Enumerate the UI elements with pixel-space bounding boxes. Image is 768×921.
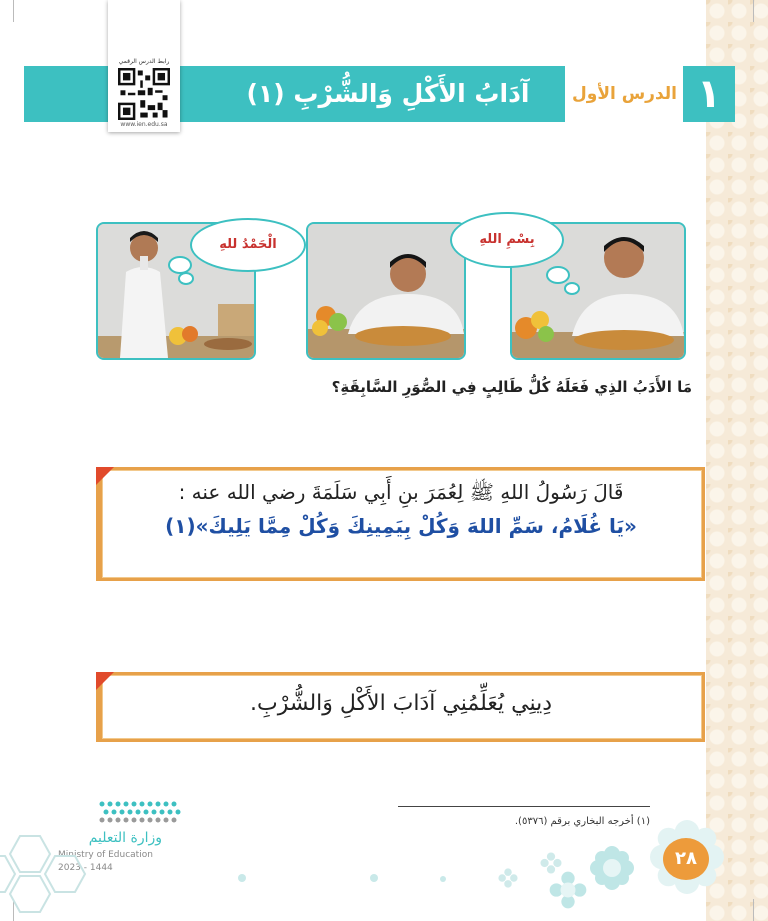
flower-ornament-icon [548, 870, 588, 910]
decor-dot [370, 874, 378, 882]
crop-mark [753, 0, 754, 22]
lesson-statement-box [96, 672, 705, 742]
qr-url[interactable]: www.ien.edu.sa [120, 121, 168, 128]
lesson-title: آدَابُ الأَكْلِ وَالشُّرْبِ (١) [246, 79, 530, 108]
ministry-name-ar: وزارة التعليم [88, 830, 162, 846]
crop-mark [13, 0, 14, 22]
thought-bubble-alhamdulillah: الْحَمْدُ للهِ [190, 218, 306, 272]
qr-label: رابط الدرس الرقمي [118, 58, 170, 65]
ministry-name-en: Ministry of Education [58, 850, 153, 860]
decor-dot [238, 874, 246, 882]
box-corner-accent [96, 672, 114, 690]
side-ornament-pattern [706, 0, 768, 921]
qr-card[interactable] [108, 0, 180, 132]
qr-code-icon[interactable] [117, 68, 171, 120]
thought-bubble-dot [564, 282, 580, 295]
page-number: ٢٨ [663, 838, 709, 880]
thought-bubble-dot [178, 272, 194, 285]
decor-dot [440, 876, 446, 882]
hexagon-ornament-icon [0, 826, 110, 921]
footnote-rule [398, 806, 650, 807]
thought-bubble-dot [168, 256, 192, 274]
crop-mark [753, 899, 754, 921]
photo-boy-eating-1 [306, 222, 466, 360]
activity-question: مَا الأَدَبُ الذِي فَعَلَهُ كُلُّ طَالِبٍ فِي الصُّوَرِ السَّابِقَةِ؟ [331, 378, 692, 396]
thought-bubble-dot [546, 266, 570, 284]
flower-ornament-icon [540, 852, 562, 874]
ministry-logo-icon [98, 800, 184, 826]
hadith-text: «يَا غُلَامُ، سَمِّ اللهَ وَكُلْ بِيَمِينِكَ وَكُلْ مِمَّا يَلِيكَ»(١) [165, 514, 637, 538]
edition-year: 2023 - 1444 [58, 863, 113, 873]
footnote: (١) أخرجه البخاري برقم (٥٣٧٦). [514, 816, 650, 827]
lesson-statement: دِينِي يُعَلِّمُنِي آدَابَ الأَكْلِ وَالشُّرْبِ. [249, 691, 553, 716]
hadith-intro: قَالَ رَسُولُ اللهِ ﷺ لِعُمَرَ بنِ أَبِي سَلَمَةَ رضي الله عنه : [178, 480, 624, 504]
flower-ornament-icon [588, 844, 636, 892]
lesson-label: الدرس الأول [572, 84, 677, 104]
thought-bubble-bismillah: بِسْمِ اللهِ [450, 212, 564, 268]
lesson-number: ١ [683, 66, 735, 122]
hadith-box [96, 467, 705, 581]
flower-ornament-icon [498, 868, 518, 888]
